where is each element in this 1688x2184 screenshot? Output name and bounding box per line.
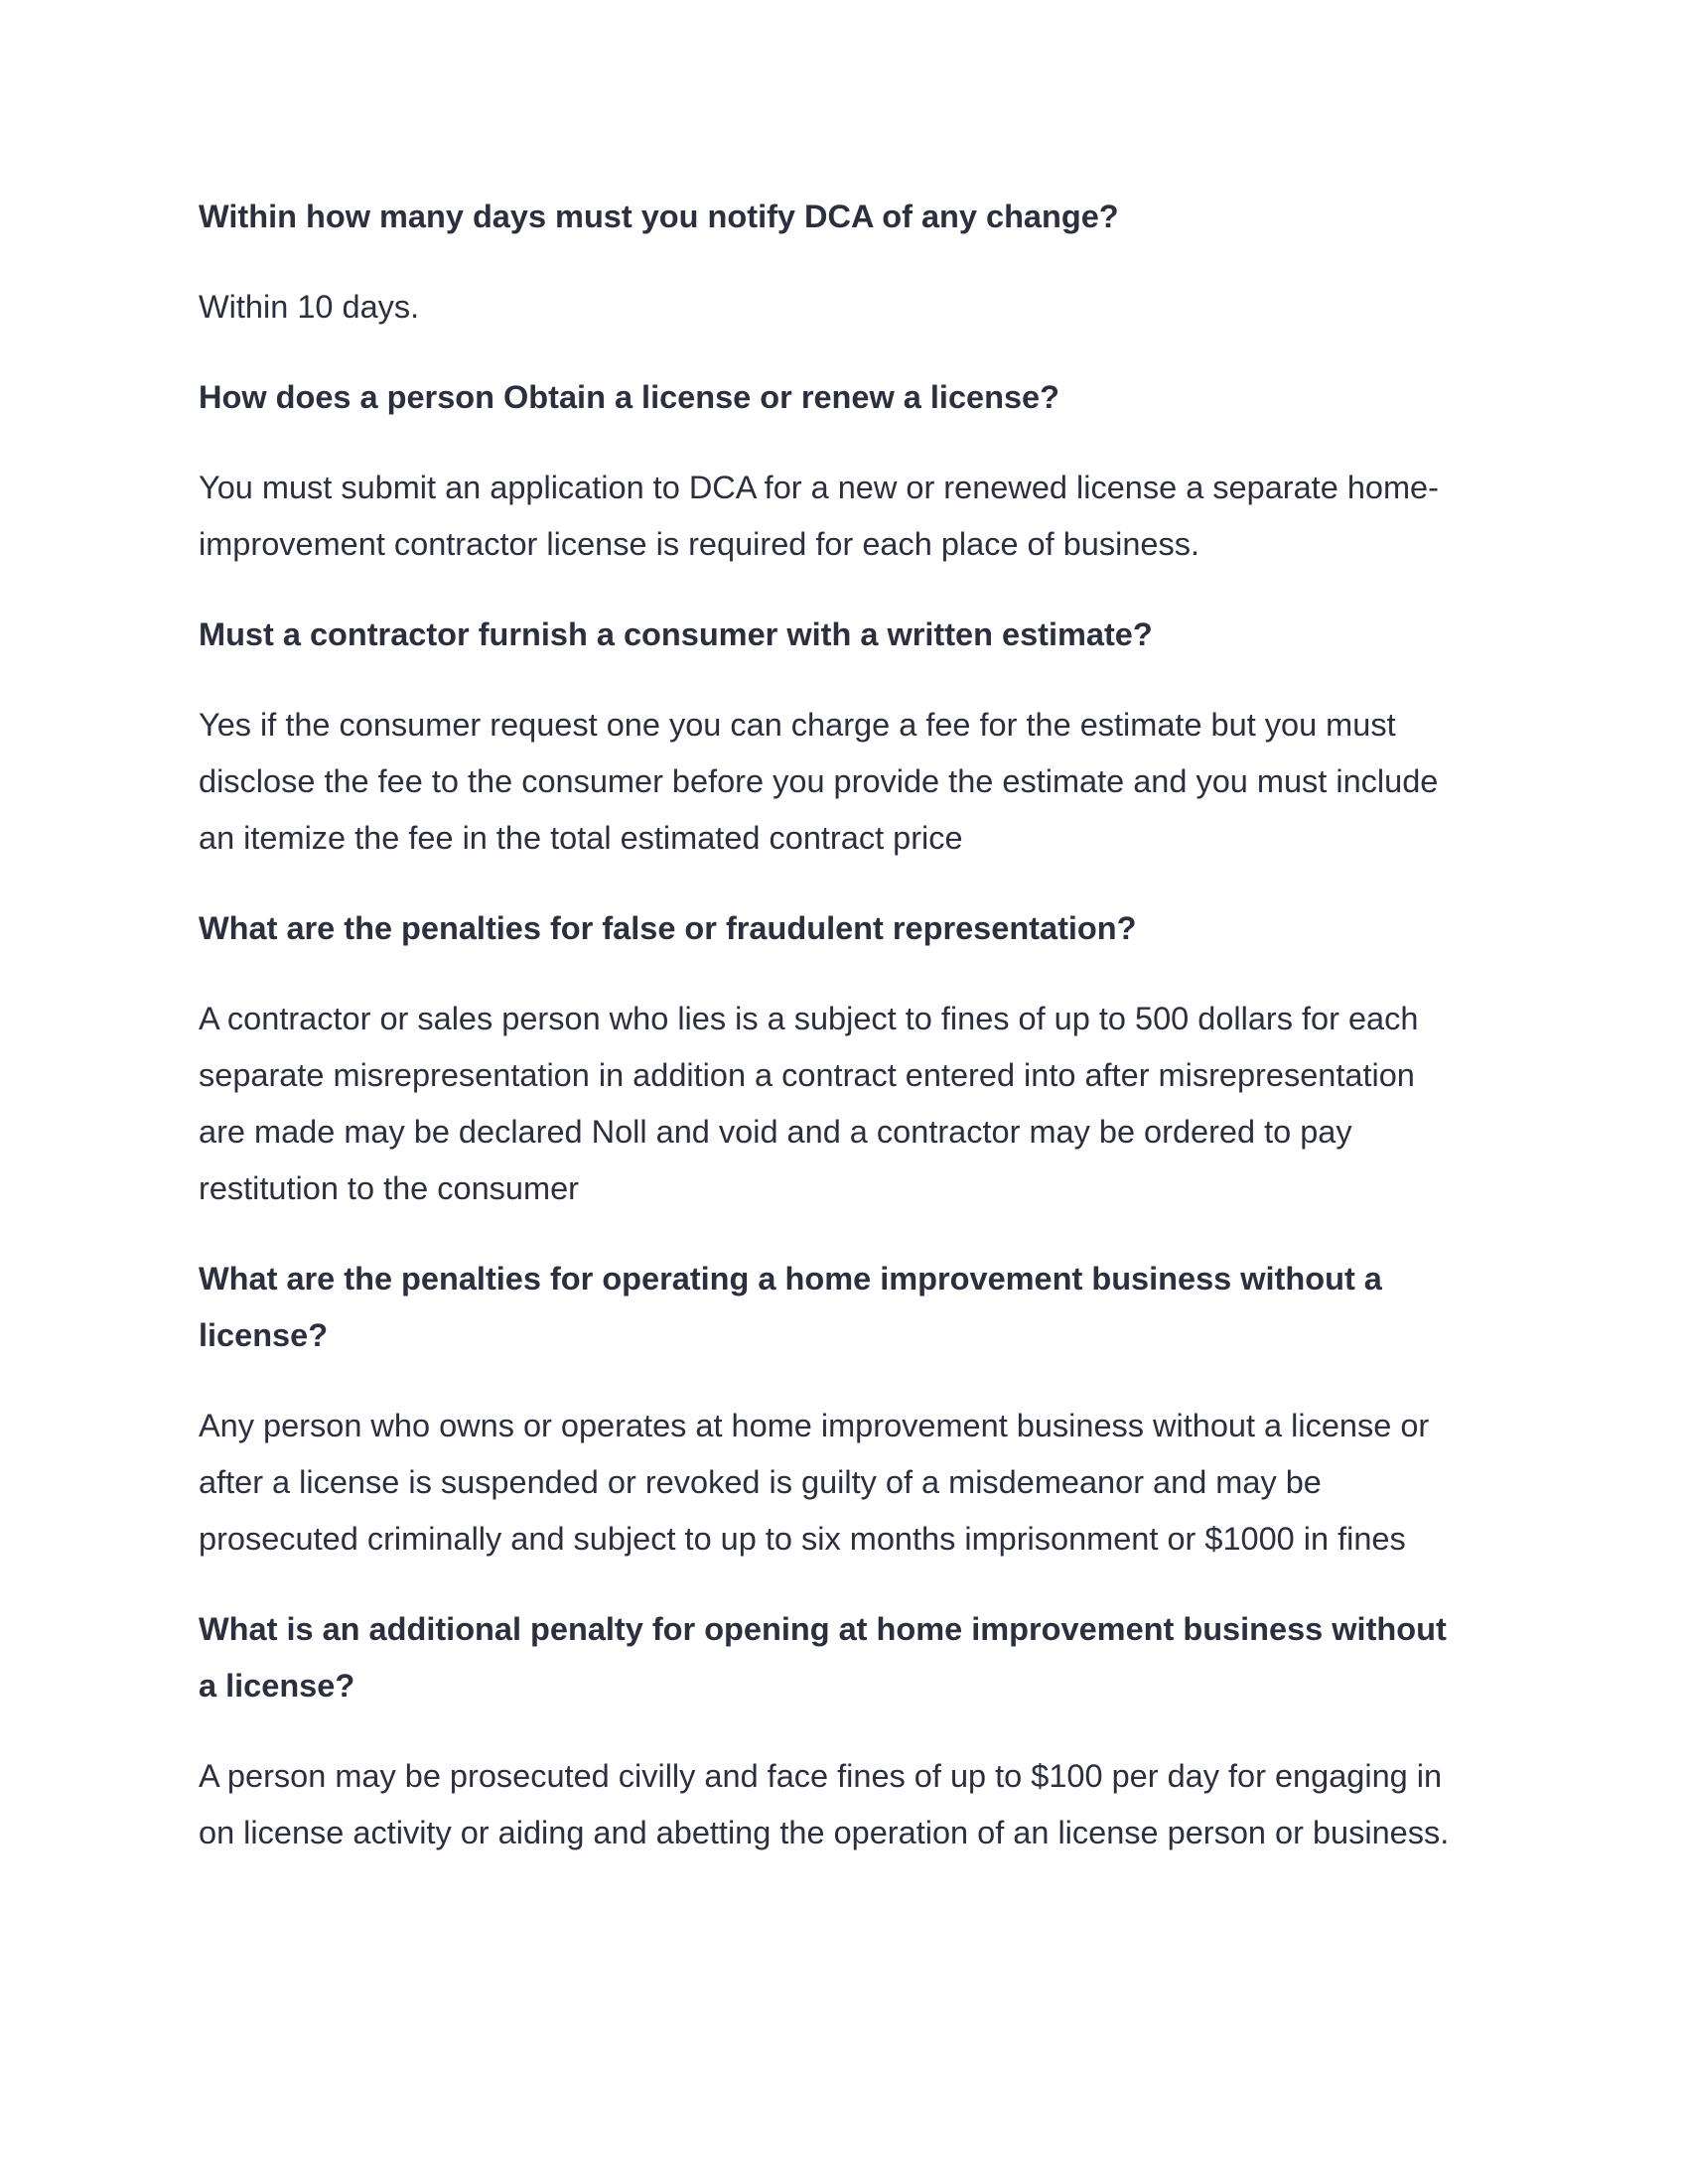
question-3	[199, 607, 1489, 663]
answer-line: on license activity or aiding and abetting the operation of an license person or business.	[199, 1815, 1450, 1850]
answer-line: Within 10 days.	[199, 289, 420, 325]
question-line: a license?	[199, 1668, 355, 1704]
question-4	[199, 900, 1489, 957]
answer-line: after a license is suspended or revoked is guilty of a misdemeanor and may be	[199, 1464, 1322, 1500]
question-line: What are the penalties for false or fraudulent representation?	[199, 910, 1137, 946]
document-page	[199, 189, 1489, 1895]
question-5	[199, 1251, 1489, 1364]
answer-line: are made may be declared Noll and void and a contractor may be ordered to pay	[199, 1114, 1352, 1150]
answer-line: prosecuted criminally and subject to up to six months imprisonment or $1000 in fines	[199, 1521, 1406, 1557]
answer-line: A person may be prosecuted civilly and face fines of up to $100 per day for engaging in	[199, 1758, 1443, 1794]
answer-1	[199, 279, 1489, 336]
question-line: What is an additional penalty for opening at home improvement business without	[199, 1611, 1447, 1647]
answer-6	[199, 1748, 1489, 1861]
question-line: What are the penalties for operating a home improvement business without a	[199, 1261, 1382, 1297]
answer-line: Yes if the consumer request one you can charge a fee for the estimate but you must	[199, 707, 1396, 743]
question-line: How does a person Obtain a license or renew a license?	[199, 379, 1059, 415]
question-6	[199, 1601, 1489, 1714]
answer-5	[199, 1398, 1489, 1568]
question-line: Within how many days must you notify DCA of any change?	[199, 199, 1119, 234]
answer-4	[199, 991, 1489, 1217]
answer-2	[199, 460, 1489, 573]
answer-line: restitution to the consumer	[199, 1170, 579, 1206]
answer-line: an itemize the fee in the total estimated contract price	[199, 820, 963, 856]
question-2	[199, 369, 1489, 426]
question-line: Must a contractor furnish a consumer with a written estimate?	[199, 616, 1153, 652]
answer-line: disclose the fee to the consumer before you provide the estimate and you must include	[199, 763, 1439, 799]
question-1	[199, 189, 1489, 245]
answer-line: You must submit an application to DCA for a new or renewed license a separate home-	[199, 470, 1439, 505]
answer-line: separate misrepresentation in addition a contract entered into after misrepresentation	[199, 1057, 1415, 1093]
answer-3	[199, 697, 1489, 867]
answer-line: Any person who owns or operates at home improvement business without a license or	[199, 1408, 1430, 1443]
answer-line: A contractor or sales person who lies is a subject to fines of up to 500 dollars for each	[199, 1001, 1419, 1036]
answer-line: improvement contractor license is required for each place of business.	[199, 526, 1199, 562]
question-line: license?	[199, 1317, 329, 1353]
